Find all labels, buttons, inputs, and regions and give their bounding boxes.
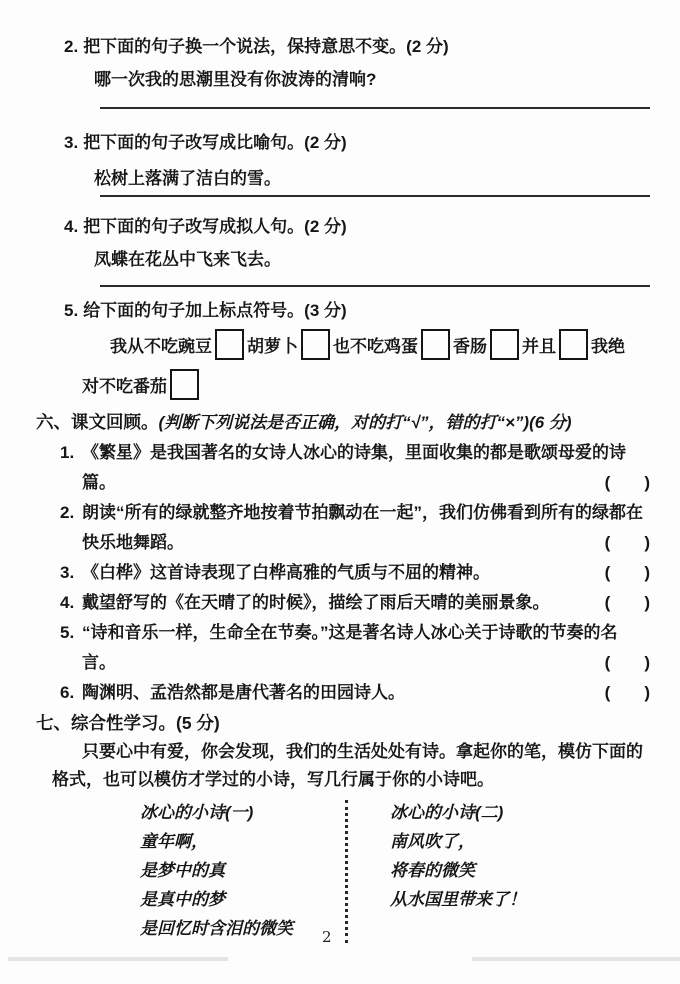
question-prompt — [64, 294, 650, 327]
poem-line: 是梦中的真 — [140, 861, 225, 880]
review-item-number: 2. — [60, 503, 75, 522]
review-answer-bracket: ( ) — [604, 683, 650, 702]
writing-item-3 — [64, 126, 650, 197]
sentence-segment: 香肠 — [453, 337, 487, 356]
section-comprehensive-header: 七、综合性学习。(5 分) — [36, 713, 220, 733]
writing-item-2 — [64, 30, 650, 109]
question-prompt-text: 把下面的句子改写成比喻句。(2 分) — [83, 133, 347, 152]
review-item-text: 《繁星》是我国著名的女诗人冰心的诗集，里面收集的都是歌颂母爱的诗篇。 — [82, 443, 626, 492]
review-item-number: 4. — [60, 593, 75, 612]
review-item-number: 3. — [60, 563, 75, 582]
question-sentence: 松树上落满了洁白的雪。 — [94, 169, 281, 188]
section-review-header — [36, 407, 650, 438]
poem-title: 冰心的小诗(一) — [140, 803, 254, 822]
section-review-title: 六、课文回顾。 — [36, 412, 159, 432]
review-item-6 — [60, 678, 650, 708]
poem-line: 将春的微笑 — [390, 861, 475, 880]
poem-right — [390, 798, 526, 943]
review-answer-bracket: ( ) — [604, 563, 650, 582]
review-list — [60, 438, 650, 708]
punctuation-box — [215, 329, 244, 360]
review-item-text: 《白桦》这首诗表现了白桦高雅的气质与不屈的精神。 — [82, 563, 490, 582]
punctuation-box — [490, 329, 519, 360]
sentence-segment: 也不吃鸡蛋 — [333, 337, 418, 356]
section-review-note: (判断下列说法是否正确，对的打“√”，错的打“×”)(6 分) — [158, 413, 572, 432]
poem-line: 是回忆时含泪的微笑 — [140, 919, 293, 938]
review-item-3 — [60, 558, 650, 588]
writing-item-4 — [64, 210, 650, 287]
question-prompt — [64, 210, 650, 243]
scan-artifact — [472, 957, 680, 961]
review-item-text: 戴望舒写的《在天晴了的时候》，描绘了雨后天晴的美丽景象。 — [82, 593, 550, 612]
question-number: 5. — [64, 301, 79, 320]
sentence-segment: 我绝对不吃番茄 — [82, 337, 625, 396]
answer-line — [100, 107, 650, 109]
review-item-2 — [60, 498, 650, 558]
poem-line: 从水国里带来了！ — [390, 890, 526, 909]
question-prompt-text: 把下面的句子换一个说法，保持意思不变。(2 分) — [83, 37, 449, 56]
poems-divider — [345, 800, 348, 943]
question-prompt-text: 给下面的句子加上标点符号。(3 分) — [83, 301, 347, 320]
question-prompt-text: 把下面的句子改写成拟人句。(2 分) — [83, 217, 347, 236]
question-number: 3. — [64, 133, 79, 152]
review-item-5 — [60, 618, 650, 678]
question-sentence: 哪一次我的思潮里没有你波涛的清响? — [94, 70, 377, 89]
sentence-segment: 并且 — [522, 337, 556, 356]
question-prompt — [64, 30, 650, 63]
review-item-4 — [60, 588, 650, 618]
poem-line: 南风吹了， — [390, 832, 475, 851]
poem-line: 是真中的梦 — [140, 890, 225, 909]
writing-item-5 — [64, 294, 650, 327]
poem-title: 冰心的小诗(二) — [390, 803, 504, 822]
review-item-text: 陶渊明、孟浩然都是唐代著名的田园诗人。 — [82, 683, 405, 702]
review-item-number: 5. — [60, 623, 75, 642]
review-answer-bracket: ( ) — [604, 473, 650, 492]
poem-line: 童年啊， — [140, 832, 208, 851]
punctuation-sentence — [82, 327, 630, 407]
punctuation-box — [301, 329, 330, 360]
review-answer-bracket: ( ) — [604, 653, 650, 672]
review-item-text: “诗和音乐一样，生命全在节奏。”这是著名诗人冰心关于诗歌的节奏的名言。 — [82, 623, 618, 672]
review-item-number: 6. — [60, 683, 75, 702]
sentence-segment: 我从不吃豌豆 — [110, 337, 212, 356]
scan-artifact — [8, 957, 228, 961]
review-item-number: 1. — [60, 443, 75, 462]
page-number: 2 — [322, 928, 332, 946]
poem-left — [140, 798, 345, 943]
question-number: 4. — [64, 217, 79, 236]
punctuation-box — [170, 369, 199, 400]
answer-line — [100, 285, 650, 287]
punctuation-box — [559, 329, 588, 360]
answer-line — [100, 195, 650, 197]
intro-paragraph: 只要心中有爱，你会发现，我们的生活处处有诗。拿起你的笔，模仿下面的格式，也可以模仿才学过的小诗，写几行属于你的小诗吧。 — [52, 742, 643, 789]
punctuation-box — [421, 329, 450, 360]
poems-block — [140, 798, 650, 943]
question-sentence: 凤蝶在花丛中飞来飞去。 — [94, 250, 281, 269]
review-item-1 — [60, 438, 650, 498]
review-item-text: 朗读“所有的绿就整齐地按着节拍飘动在一起”，我们仿佛看到所有的绿都在快乐地舞蹈。 — [82, 503, 643, 552]
sentence-segment: 胡萝卜 — [247, 337, 298, 356]
question-number: 2. — [64, 37, 79, 56]
question-prompt — [64, 126, 650, 159]
review-answer-bracket: ( ) — [604, 593, 650, 612]
review-answer-bracket: ( ) — [604, 533, 650, 552]
